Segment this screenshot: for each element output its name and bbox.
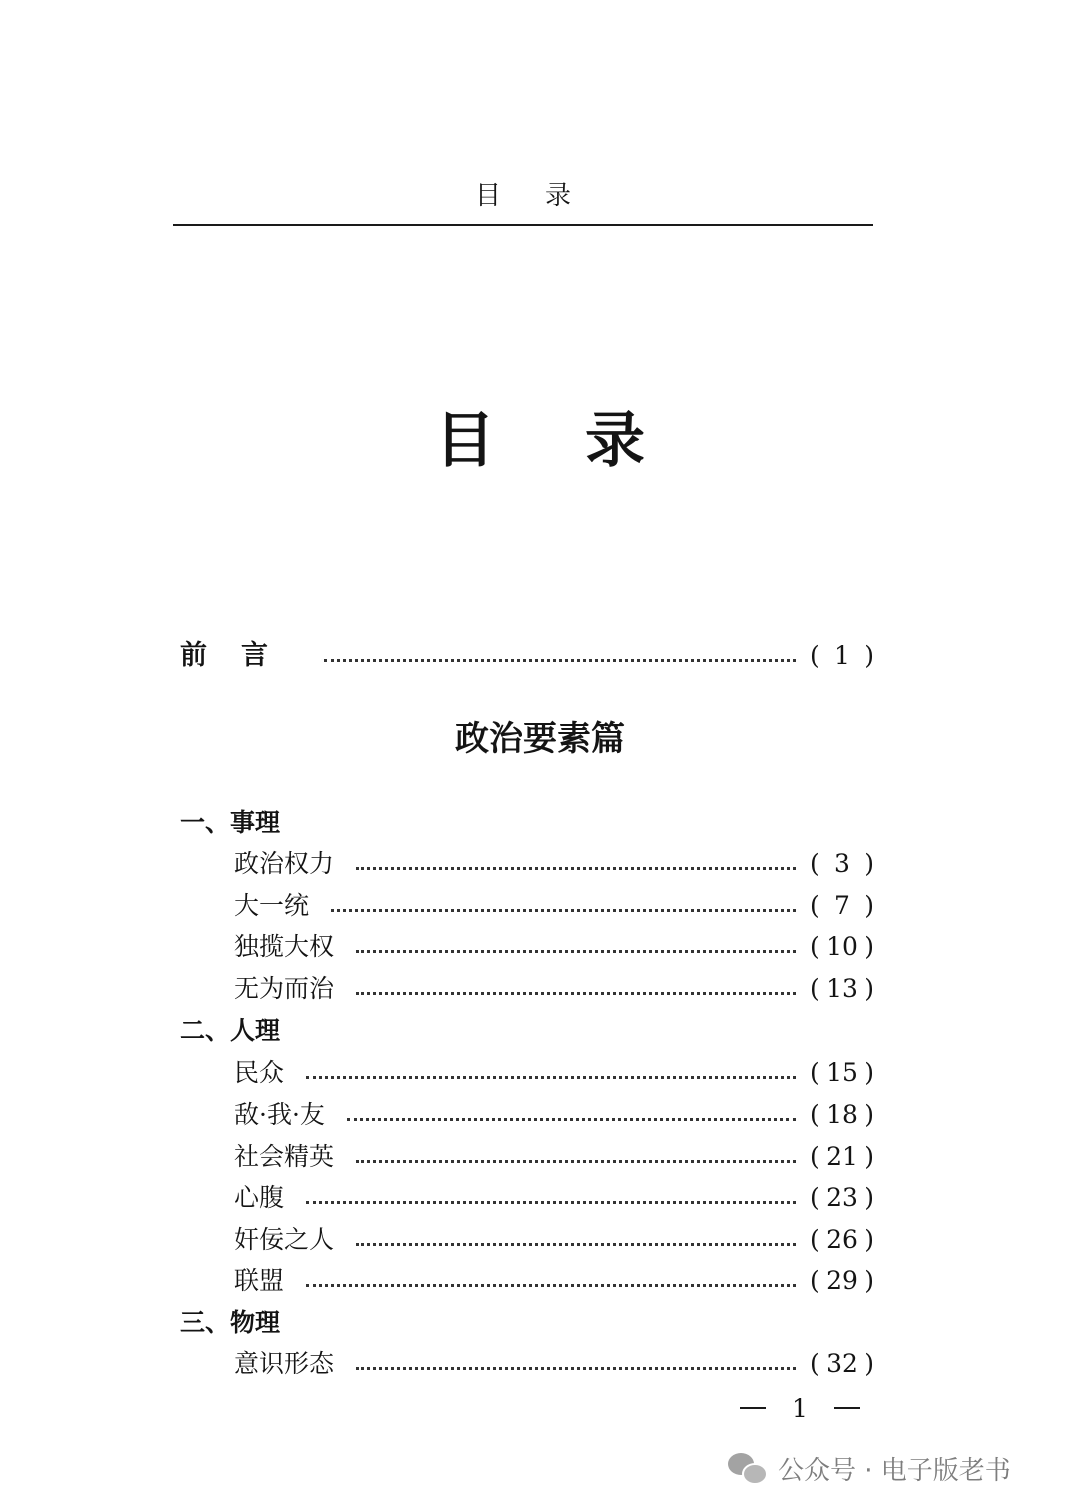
toc-page-number: 29 [826,1266,858,1295]
dot-leader [306,1281,796,1287]
toc-row-preface[interactable] [180,636,874,676]
toc-page-ref: ( 23 ) [810,1178,874,1218]
toc-row[interactable] [234,1344,874,1384]
toc-row[interactable] [234,886,874,926]
toc-entry-title: 民众 [234,1058,285,1087]
toc-page-number: 10 [826,932,858,961]
toc-page-ref: ( 32 ) [810,1344,874,1384]
group-heading: 一、事理 [180,808,281,837]
toc-row[interactable] [234,1178,874,1218]
toc-page-number: 32 [826,1349,858,1378]
toc-page-number: 13 [826,974,858,1003]
toc-page-ref: ( 21 ) [810,1137,874,1177]
toc-entry-title: 联盟 [234,1266,285,1295]
toc-row[interactable] [234,927,874,967]
toc-page-ref: ( 26 ) [810,1220,874,1260]
toc-page-ref: ( 3 ) [810,844,874,884]
toc-page-ref: ( 7 ) [810,886,874,926]
section-heading: 政治要素篇 [455,719,625,759]
toc-entry-title: 无为而治 [234,974,335,1003]
page-footer [740,1388,860,1428]
running-title: 目录 [474,181,615,211]
toc-page-number: 23 [826,1183,858,1212]
toc-page-number: 7 [834,891,850,920]
dot-leader [347,1115,796,1121]
toc-page-number: 18 [826,1100,858,1129]
page-title: 目录 [435,406,735,476]
watermark [728,1446,1058,1490]
toc-row[interactable] [234,844,874,884]
dot-leader [356,1240,796,1246]
dot-leader [324,656,796,662]
page-number: 1 [792,1393,808,1423]
toc-entry-title: 政治权力 [234,849,335,878]
dot-leader [356,864,796,870]
dot-leader [306,1198,796,1204]
toc-row[interactable] [234,969,874,1009]
dot-leader [306,1073,796,1079]
toc-entry-title: 社会精英 [234,1142,335,1171]
toc-page-ref: ( 29 ) [810,1261,874,1301]
toc-row[interactable] [234,1220,874,1260]
toc-page-number: 26 [826,1225,858,1254]
toc-entry-title: 独揽大权 [234,932,335,961]
toc-page-number: 21 [826,1142,858,1171]
toc-entry-title: 敌·我·友 [234,1100,325,1129]
toc-page-number: 3 [834,849,850,878]
dot-leader [356,947,796,953]
toc-entry-title: 意识形态 [234,1349,335,1378]
dot-leader [356,1364,796,1370]
toc-row[interactable] [234,1137,874,1177]
wechat-icon [728,1451,768,1485]
page-header [173,172,873,226]
toc-row[interactable] [234,1053,874,1093]
toc-page-number: 15 [826,1058,858,1087]
toc-page-ref: ( 1 ) [810,636,874,676]
dot-leader [331,906,796,912]
footer-dash [740,1407,766,1409]
toc-entry-title: 心腹 [234,1183,285,1212]
dot-leader [356,1157,796,1163]
footer-dash [834,1407,860,1409]
header-rule [173,224,873,226]
watermark-text: 公众号 · 电子版老书 [778,1455,1011,1486]
group-heading: 三、物理 [180,1308,281,1337]
toc-entry-title: 大一统 [234,891,310,920]
toc-entry-title: 奸佞之人 [234,1225,335,1254]
group-heading: 二、人理 [180,1016,281,1045]
toc-page-ref: ( 13 ) [810,969,874,1009]
toc-entry-title: 前言 [180,640,302,671]
toc-row[interactable] [234,1095,874,1135]
toc-row[interactable] [234,1261,874,1301]
toc-page-number: 1 [834,641,850,670]
toc-page-ref: ( 15 ) [810,1053,874,1093]
toc-page-ref: ( 10 ) [810,927,874,967]
toc-page-ref: ( 18 ) [810,1095,874,1135]
dot-leader [356,989,796,995]
